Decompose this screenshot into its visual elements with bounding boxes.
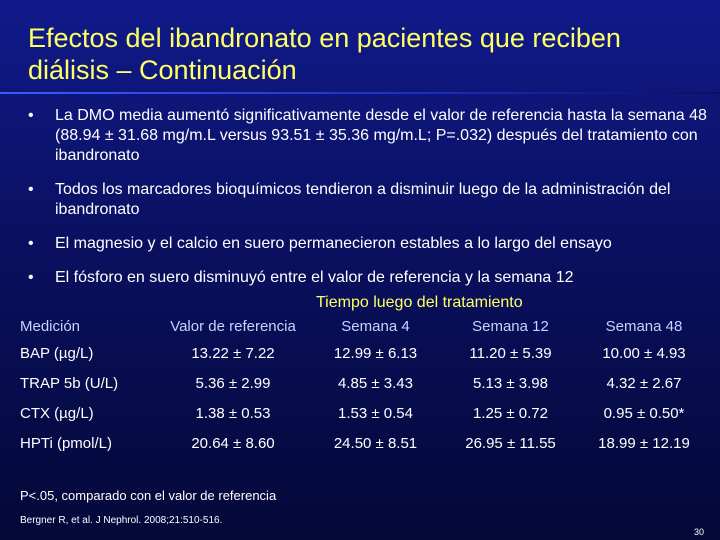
bullet-text: El fósforo en suero disminuyó entre el valor de referencia y la semana 12 [55, 269, 574, 286]
table-header-row [20, 318, 710, 338]
bullet-text: La DMO media aumentó significativamente desde el valor de referencia hasta la semana 48 (88.94 ± 31.68 mg/m.L versus 93.51 ± 35.36 mg/m.L; P=.032) después del tratamiento con ibandronato [55, 107, 707, 164]
table-row [20, 368, 710, 398]
table-cell: 1.38 ± 0.53 [195, 404, 271, 422]
header-week-12: Semana 12 [472, 318, 549, 335]
table-row [20, 338, 710, 368]
bullet-item [28, 268, 708, 288]
table-cell: 1.53 ± 0.54 [338, 404, 413, 422]
row-label: TRAP 5b (U/L) [20, 374, 119, 392]
bullet-marker: • [28, 269, 34, 286]
footnote: P<.05, comparado con el valor de referencia [20, 488, 277, 503]
bullet-item [28, 106, 708, 166]
table-cell: 5.36 ± 2.99 [195, 374, 271, 392]
row-label: BAP (µg/L) [20, 344, 94, 362]
title-divider [0, 92, 720, 94]
table-cell: 12.99 ± 6.13 [333, 344, 418, 362]
table-cell: 18.99 ± 12.19 [598, 434, 690, 452]
table-cell: 26.95 ± 11.55 [465, 434, 556, 452]
table-cell: 10.00 ± 4.93 [602, 344, 686, 362]
table-cell: 11.20 ± 5.39 [469, 344, 552, 362]
table-cell: 1.25 ± 0.72 [473, 404, 548, 422]
page-number: 30 [694, 527, 705, 537]
bullet-text: Todos los marcadores bioquímicos tendieron a disminuir luego de la administración del ibandronato [55, 181, 671, 218]
table-cell: 4.32 ± 2.67 [606, 374, 682, 392]
table-cell: 4.85 ± 3.43 [338, 374, 413, 392]
slide-title: Efectos del ibandronato en pacientes que reciben diálisis – Continuación [28, 23, 621, 85]
bullet-item [28, 234, 708, 254]
table-cell: 0.95 ± 0.50* [603, 404, 685, 422]
table-row [20, 428, 710, 458]
table-group-title: Tiempo luego del tratamiento [316, 294, 523, 311]
header-week-48: Semana 48 [605, 318, 683, 335]
bullet-marker: • [28, 107, 34, 124]
table-row [20, 398, 710, 428]
table-cell: 20.64 ± 8.60 [191, 434, 275, 452]
row-label: HPTi (pmol/L) [20, 434, 112, 452]
header-week-4: Semana 4 [341, 318, 410, 335]
bullet-list [28, 106, 708, 302]
bullet-item [28, 180, 708, 220]
table-cell: 24.50 ± 8.51 [333, 434, 418, 452]
table-cell: 5.13 ± 3.98 [473, 374, 548, 392]
citation: Bergner R, et al. J Nephrol. 2008;21:510-516. [20, 515, 223, 526]
header-baseline: Valor de referencia [170, 318, 296, 335]
results-table [20, 318, 710, 458]
bullet-text: El magnesio y el calcio en suero permanecieron estables a lo largo del ensayo [55, 235, 612, 252]
bullet-marker: • [28, 235, 34, 252]
bullet-marker: • [28, 181, 34, 198]
header-measurement: Medición [20, 318, 81, 335]
row-label: CTX (µg/L) [20, 404, 94, 422]
table-cell: 13.22 ± 7.22 [191, 344, 275, 362]
